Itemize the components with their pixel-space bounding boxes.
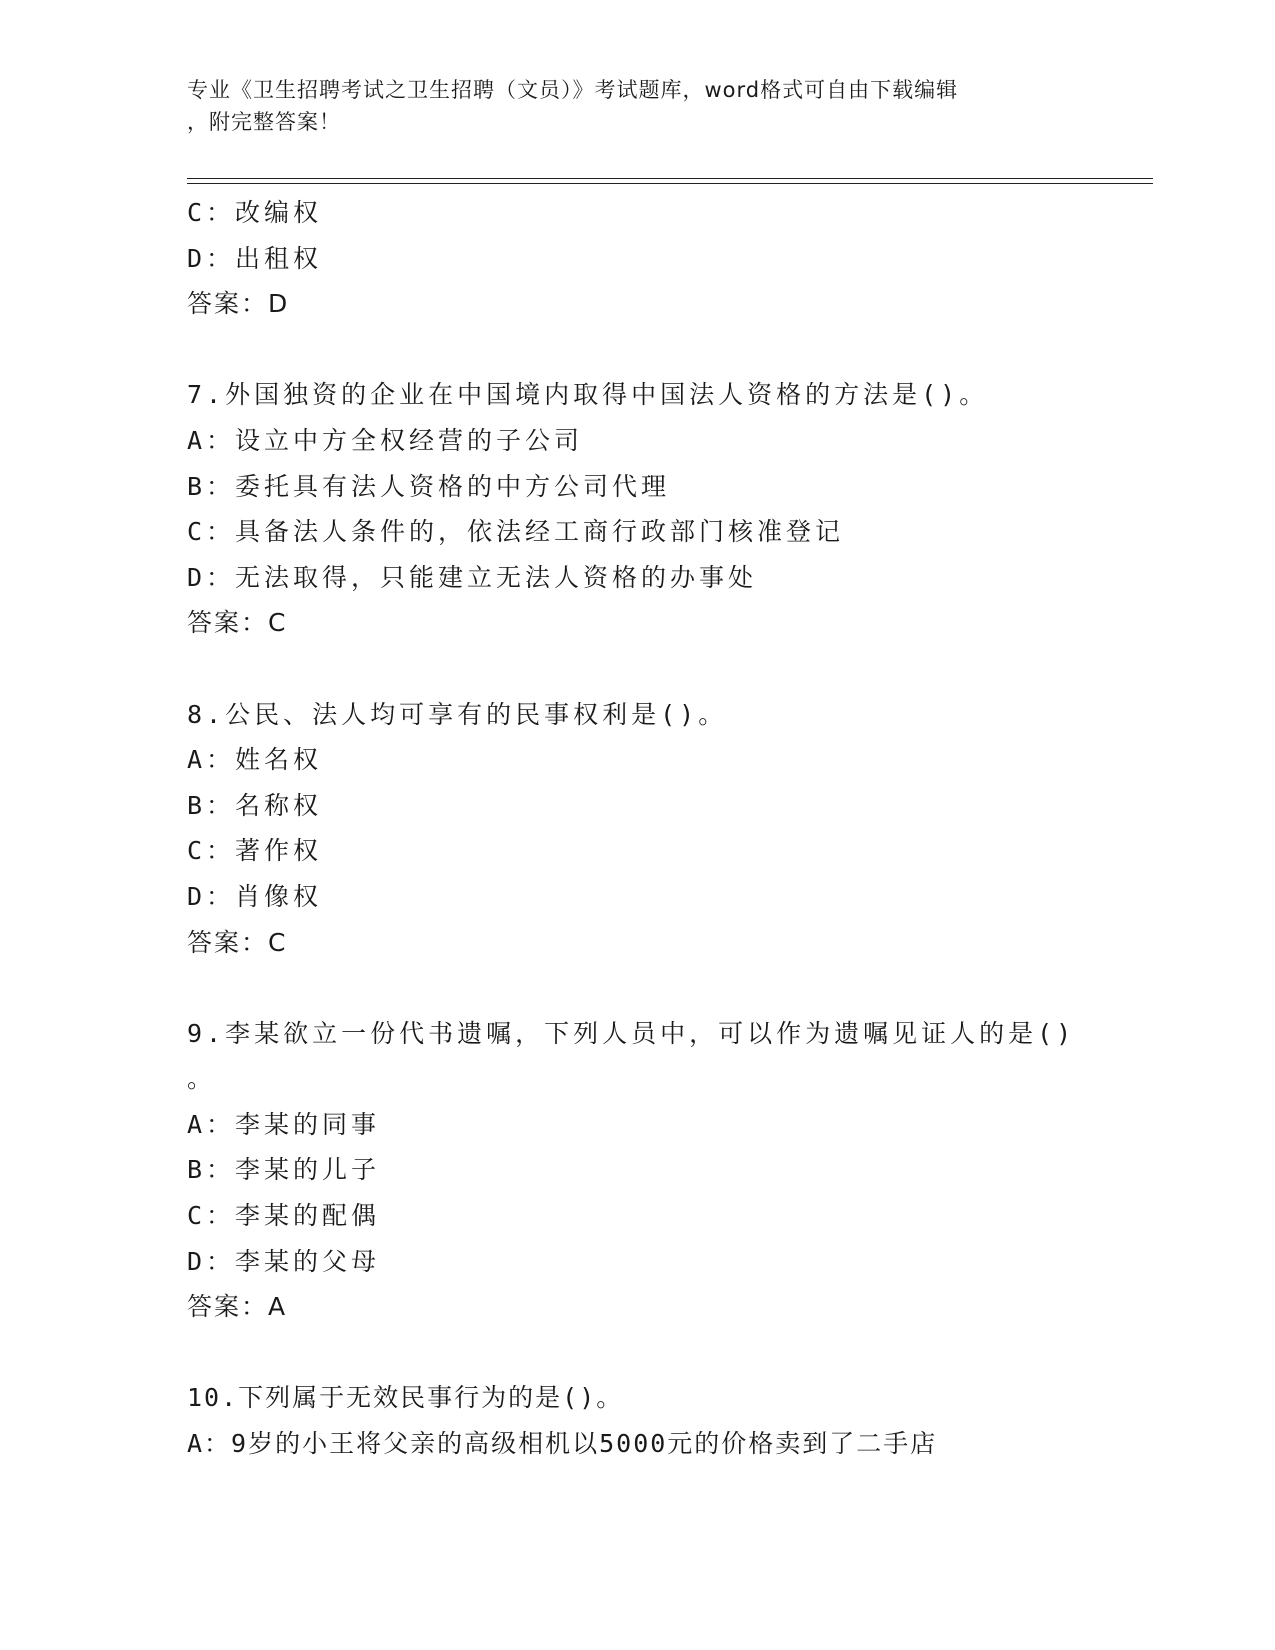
q10-question: 10.下列属于无效民事行为的是()。 — [187, 1383, 624, 1413]
q7-option-b: B：委托具有法人资格的中方公司代理 — [187, 471, 671, 501]
q8-option-d: D：肖像权 — [187, 881, 323, 911]
spacer — [187, 1330, 1147, 1376]
q8-option-a: A：姓名权 — [187, 745, 323, 775]
q9-option-c: C：李某的配偶 — [187, 1201, 381, 1231]
prev-option-c: C：改编权 — [187, 198, 323, 227]
spacer — [187, 965, 1147, 1011]
header-divider-top — [187, 178, 1153, 179]
prev-option-d: D：出租权 — [187, 243, 323, 273]
q9-option-b: B：李某的儿子 — [187, 1155, 381, 1185]
q8-question: 8.公民、法人均可享有的民事权利是()。 — [187, 699, 728, 729]
q7-option-c: C：具备法人条件的，依法经工商行政部门核准登记 — [187, 517, 845, 547]
q10-option-a: A：9岁的小王将父亲的高级相机以5000元的价格卖到了二手店 — [187, 1429, 938, 1459]
q7-answer: 答案：C — [187, 608, 288, 638]
q8-option-c: C：著作权 — [187, 836, 323, 866]
prev-answer: 答案：D — [187, 289, 290, 319]
q9-option-d: D：李某的父母 — [187, 1246, 381, 1276]
q9-question-line-2: 。 — [187, 1064, 217, 1094]
q8-answer: 答案：C — [187, 927, 288, 957]
header-line-2: ，附完整答案！ — [187, 110, 341, 134]
header-divider-bottom — [187, 183, 1153, 184]
q9-answer: 答案：A — [187, 1292, 288, 1322]
question-content — [187, 190, 1147, 1467]
q7-option-a: A：设立中方全权经营的子公司 — [187, 425, 584, 455]
q9-option-a: A：李某的同事 — [187, 1109, 381, 1139]
document-header — [187, 74, 1087, 138]
header-line-1: 专业《卫生招聘考试之卫生招聘（文员）》考试题库，word格式可自由下载编辑 — [187, 78, 959, 102]
q9-question-line-1: 9.李某欲立一份代书遗嘱，下列人员中，可以作为遗嘱见证人的是() — [187, 1018, 1076, 1048]
q7-option-d: D：无法取得，只能建立无法人资格的办事处 — [187, 562, 758, 592]
spacer — [187, 646, 1147, 692]
q7-question: 7.外国独资的企业在中国境内取得中国法人资格的方法是()。 — [187, 380, 989, 410]
spacer — [187, 327, 1147, 373]
q8-option-b: B：名称权 — [187, 790, 323, 820]
